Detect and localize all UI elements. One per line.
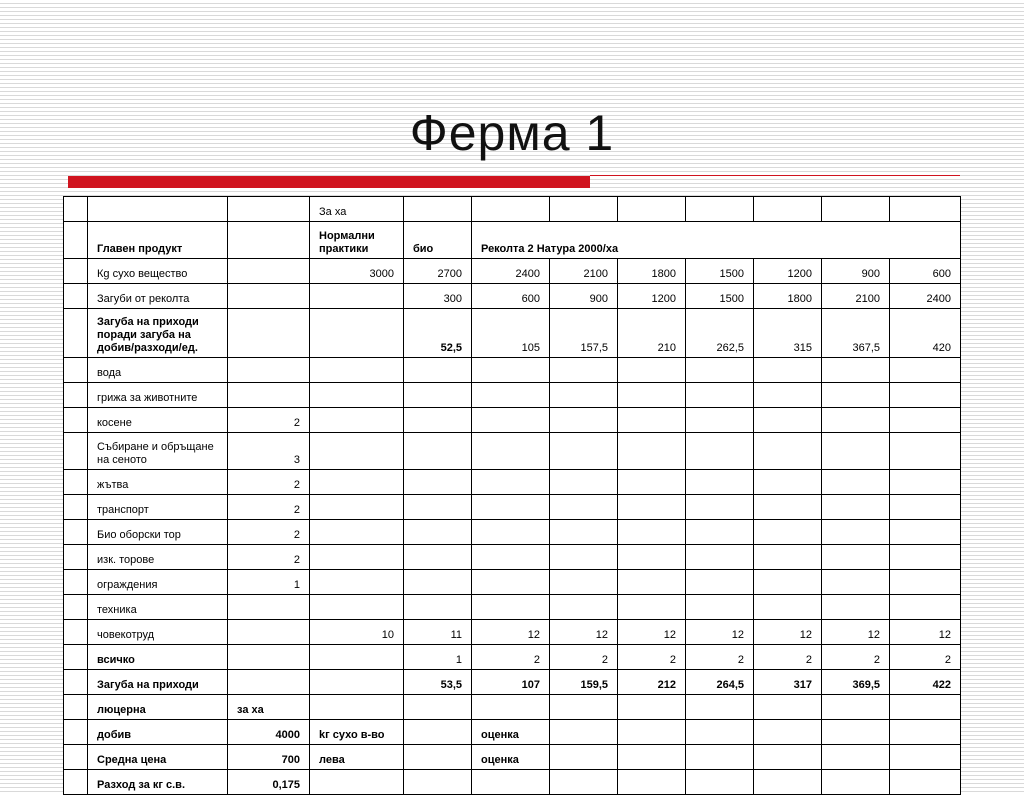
- table-cell: kг сухо в-во: [310, 720, 404, 745]
- table-cell: [686, 383, 754, 408]
- table-cell: [404, 520, 472, 545]
- table-cell: [618, 433, 686, 470]
- table-cell: [404, 595, 472, 620]
- table-cell: [472, 358, 550, 383]
- table-cell: 2: [472, 645, 550, 670]
- table-cell: [618, 695, 686, 720]
- table-cell: [550, 358, 618, 383]
- table-cell: 300: [404, 284, 472, 309]
- table-cell: [472, 470, 550, 495]
- table-cell: [890, 745, 961, 770]
- table-cell: 369,5: [822, 670, 890, 695]
- table-cell: 12: [472, 620, 550, 645]
- table-cell: [310, 645, 404, 670]
- table-cell: [228, 595, 310, 620]
- table-cell: [618, 720, 686, 745]
- table-cell: [64, 358, 88, 383]
- table-cell: [64, 745, 88, 770]
- table-cell: 262,5: [686, 309, 754, 358]
- table-cell: [550, 383, 618, 408]
- table-cell: 2: [228, 470, 310, 495]
- table-cell: [64, 620, 88, 645]
- table-cell: [404, 358, 472, 383]
- table-row: [64, 222, 961, 259]
- table-cell: [754, 770, 822, 795]
- table-cell: [618, 495, 686, 520]
- table-row: [64, 620, 961, 645]
- table-cell: [404, 383, 472, 408]
- table-cell: [822, 495, 890, 520]
- table-cell: [618, 358, 686, 383]
- table-cell: [550, 695, 618, 720]
- table-cell: 12: [822, 620, 890, 645]
- table-cell: [228, 620, 310, 645]
- table-cell: [310, 358, 404, 383]
- table-cell: [822, 520, 890, 545]
- table-cell: [310, 545, 404, 570]
- table-cell: [822, 383, 890, 408]
- table-row: [64, 695, 961, 720]
- table-cell: 2: [228, 545, 310, 570]
- table-cell: за ха: [228, 695, 310, 720]
- table-cell: 2: [686, 645, 754, 670]
- table-cell: [754, 358, 822, 383]
- table-cell: [890, 358, 961, 383]
- row-label-cell: косене: [88, 408, 228, 433]
- table-cell: [472, 495, 550, 520]
- table-cell: [550, 520, 618, 545]
- table-cell: [310, 433, 404, 470]
- row-label-cell: Загуба на приходи: [88, 670, 228, 695]
- table-cell: 2400: [890, 284, 961, 309]
- table-row: [64, 495, 961, 520]
- table-cell: [890, 595, 961, 620]
- table-cell: [618, 408, 686, 433]
- table-cell: [64, 720, 88, 745]
- table-cell: [686, 745, 754, 770]
- table-cell: 315: [754, 309, 822, 358]
- row-label-cell: жътва: [88, 470, 228, 495]
- table-cell: [550, 720, 618, 745]
- table-cell: [472, 695, 550, 720]
- table-cell: [686, 470, 754, 495]
- table-cell: [64, 595, 88, 620]
- table-cell: [64, 695, 88, 720]
- table-cell: [890, 197, 961, 222]
- table-cell: 2400: [472, 259, 550, 284]
- table-cell: [754, 570, 822, 595]
- table-cell: [472, 595, 550, 620]
- table-cell: 0,175: [228, 770, 310, 795]
- table-row: [64, 745, 961, 770]
- table-cell: [890, 520, 961, 545]
- table-cell: [754, 520, 822, 545]
- row-label-cell: Разход за кг с.в.: [88, 770, 228, 795]
- table-cell: 2: [550, 645, 618, 670]
- table-cell: [822, 570, 890, 595]
- table-row: [64, 383, 961, 408]
- table-cell: [686, 358, 754, 383]
- table-cell: 420: [890, 309, 961, 358]
- row-label-cell: добив: [88, 720, 228, 745]
- table-cell: [310, 470, 404, 495]
- table-cell: 10: [310, 620, 404, 645]
- table-cell: [686, 197, 754, 222]
- table-cell: [64, 520, 88, 545]
- table-cell: [754, 545, 822, 570]
- table-cell: 2: [618, 645, 686, 670]
- table-cell: [890, 770, 961, 795]
- table-cell: [310, 383, 404, 408]
- table-cell: [550, 495, 618, 520]
- table-cell: [550, 595, 618, 620]
- table-cell: [822, 197, 890, 222]
- table-cell: [686, 433, 754, 470]
- table-cell: 1200: [618, 284, 686, 309]
- row-label-cell: Загуби от реколта: [88, 284, 228, 309]
- row-label-cell: [88, 197, 228, 222]
- row-label-cell: всичко: [88, 645, 228, 670]
- table-cell: 600: [890, 259, 961, 284]
- table-cell: [228, 358, 310, 383]
- table-cell: 900: [550, 284, 618, 309]
- table-cell: 212: [618, 670, 686, 695]
- row-label-cell: Кg сухо вещество: [88, 259, 228, 284]
- table-cell: 2: [228, 520, 310, 545]
- table-cell: [404, 433, 472, 470]
- table-cell: [404, 695, 472, 720]
- table-cell: 367,5: [822, 309, 890, 358]
- table-cell: 12: [890, 620, 961, 645]
- table-cell: [754, 408, 822, 433]
- table-cell: [686, 520, 754, 545]
- table-cell: 105: [472, 309, 550, 358]
- table-cell: 210: [618, 309, 686, 358]
- table-cell: [550, 545, 618, 570]
- table-cell: [822, 595, 890, 620]
- table-cell: [64, 770, 88, 795]
- table-cell: [404, 408, 472, 433]
- table-row: [64, 670, 961, 695]
- table-cell: оценка: [472, 745, 550, 770]
- table-cell: [890, 408, 961, 433]
- table-cell: [822, 545, 890, 570]
- row-label-cell: транспорт: [88, 495, 228, 520]
- table-cell: [310, 595, 404, 620]
- table-row: [64, 520, 961, 545]
- table-cell: лева: [310, 745, 404, 770]
- table-cell: [64, 645, 88, 670]
- table-cell: [64, 284, 88, 309]
- table-cell: [64, 545, 88, 570]
- table-cell: [550, 470, 618, 495]
- table-cell: [890, 383, 961, 408]
- table-row: [64, 770, 961, 795]
- table-cell: [228, 197, 310, 222]
- table-cell: 1200: [754, 259, 822, 284]
- table-row: [64, 433, 961, 470]
- table-cell: [754, 695, 822, 720]
- table-row: [64, 259, 961, 284]
- table-cell: [64, 495, 88, 520]
- table-cell: [890, 495, 961, 520]
- table-row: [64, 408, 961, 433]
- table-cell: [404, 470, 472, 495]
- table-cell: [472, 197, 550, 222]
- table-cell: 422: [890, 670, 961, 695]
- table-cell: [686, 495, 754, 520]
- table-cell: [618, 470, 686, 495]
- table-cell: [404, 545, 472, 570]
- table-cell: [822, 358, 890, 383]
- table-cell: [228, 222, 310, 259]
- table-row: [64, 595, 961, 620]
- row-label-cell: Събиране и обръщане на сеното: [88, 433, 228, 470]
- row-label-cell: техника: [88, 595, 228, 620]
- table-cell: [822, 770, 890, 795]
- row-label-cell: Главен продукт: [88, 222, 228, 259]
- table-cell: [618, 770, 686, 795]
- table-cell: [310, 284, 404, 309]
- table-cell: [754, 745, 822, 770]
- table-cell: 3000: [310, 259, 404, 284]
- table-cell: 2: [890, 645, 961, 670]
- table-cell: 600: [472, 284, 550, 309]
- table-cell: [890, 695, 961, 720]
- table-cell: [822, 695, 890, 720]
- table-cell: [618, 545, 686, 570]
- table-cell: 2: [822, 645, 890, 670]
- slide-title: Ферма 1: [409, 105, 615, 161]
- table-cell: [64, 470, 88, 495]
- row-label-cell: грижа за животните: [88, 383, 228, 408]
- table-cell: Реколта 2 Натура 2000/ха: [472, 222, 961, 259]
- table-cell: 2: [228, 495, 310, 520]
- table-cell: 1: [404, 645, 472, 670]
- table-cell: 2100: [550, 259, 618, 284]
- table-cell: [310, 309, 404, 358]
- table-cell: 700: [228, 745, 310, 770]
- table-cell: [228, 670, 310, 695]
- table-cell: 2700: [404, 259, 472, 284]
- table-cell: [472, 433, 550, 470]
- table-cell: [310, 695, 404, 720]
- table-cell: 11: [404, 620, 472, 645]
- table-cell: Нормални практики: [310, 222, 404, 259]
- table-cell: [550, 570, 618, 595]
- table-cell: [472, 770, 550, 795]
- table-cell: [822, 720, 890, 745]
- table-cell: [754, 433, 822, 470]
- table-cell: [310, 520, 404, 545]
- row-label-cell: ограждения: [88, 570, 228, 595]
- table-cell: 157,5: [550, 309, 618, 358]
- table-cell: [618, 383, 686, 408]
- table-row: [64, 470, 961, 495]
- table-cell: [686, 408, 754, 433]
- table-cell: [890, 470, 961, 495]
- table-cell: [754, 383, 822, 408]
- row-label-cell: вода: [88, 358, 228, 383]
- table-cell: [822, 470, 890, 495]
- table-cell: [754, 595, 822, 620]
- row-label-cell: изк. торове: [88, 545, 228, 570]
- table-cell: [404, 770, 472, 795]
- table-cell: 900: [822, 259, 890, 284]
- table-cell: 4000: [228, 720, 310, 745]
- table-cell: [310, 770, 404, 795]
- table-cell: 12: [618, 620, 686, 645]
- table-cell: 1500: [686, 259, 754, 284]
- table-row: [64, 720, 961, 745]
- table-cell: [310, 495, 404, 520]
- table-cell: [228, 383, 310, 408]
- table-cell: [472, 570, 550, 595]
- table-cell: [64, 570, 88, 595]
- row-label-cell: Загуба на приходи поради загуба на добив/разходи/ед.: [88, 309, 228, 358]
- table-cell: [550, 745, 618, 770]
- table-cell: 1800: [618, 259, 686, 284]
- table-cell: [228, 259, 310, 284]
- table-cell: 2100: [822, 284, 890, 309]
- table-cell: 3: [228, 433, 310, 470]
- table-row: [64, 358, 961, 383]
- table-cell: [404, 197, 472, 222]
- table-cell: [64, 309, 88, 358]
- title-accent-bar: [68, 176, 590, 188]
- table-cell: [472, 408, 550, 433]
- table-cell: [686, 570, 754, 595]
- table-cell: [310, 670, 404, 695]
- table-cell: [618, 197, 686, 222]
- table-cell: био: [404, 222, 472, 259]
- table-cell: 53,5: [404, 670, 472, 695]
- table-cell: [404, 745, 472, 770]
- table-cell: [404, 720, 472, 745]
- table-cell: [686, 720, 754, 745]
- table-cell: [890, 570, 961, 595]
- table-cell: [64, 259, 88, 284]
- table-cell: 317: [754, 670, 822, 695]
- table-cell: [310, 408, 404, 433]
- table-cell: 12: [754, 620, 822, 645]
- table-cell: 1800: [754, 284, 822, 309]
- table-cell: 107: [472, 670, 550, 695]
- table-cell: [618, 745, 686, 770]
- table-cell: [550, 770, 618, 795]
- table-cell: [618, 595, 686, 620]
- table-cell: [228, 284, 310, 309]
- table-row: [64, 309, 961, 358]
- table-cell: [618, 570, 686, 595]
- title-accent-line: [590, 175, 960, 176]
- table-cell: 12: [550, 620, 618, 645]
- table-cell: [310, 570, 404, 595]
- table-cell: 264,5: [686, 670, 754, 695]
- table-cell: [550, 408, 618, 433]
- table-cell: [550, 433, 618, 470]
- table-cell: [686, 695, 754, 720]
- table-row: [64, 570, 961, 595]
- table-cell: 1: [228, 570, 310, 595]
- row-label-cell: Средна цена: [88, 745, 228, 770]
- table-cell: [64, 222, 88, 259]
- table-cell: 2: [228, 408, 310, 433]
- table-cell: За ха: [310, 197, 404, 222]
- table-cell: [64, 670, 88, 695]
- table-cell: [754, 720, 822, 745]
- table-cell: [404, 570, 472, 595]
- table-cell: [64, 197, 88, 222]
- table-row: [64, 545, 961, 570]
- table-cell: [64, 408, 88, 433]
- table-cell: [228, 309, 310, 358]
- table-cell: 52,5: [404, 309, 472, 358]
- table-cell: [890, 720, 961, 745]
- table-row: [64, 645, 961, 670]
- table-cell: [822, 408, 890, 433]
- table-cell: [472, 545, 550, 570]
- table-cell: [404, 495, 472, 520]
- table-cell: [822, 745, 890, 770]
- row-label-cell: човекотруд: [88, 620, 228, 645]
- table-cell: [890, 545, 961, 570]
- table-cell: 159,5: [550, 670, 618, 695]
- table-row: [64, 197, 961, 222]
- table-cell: [64, 383, 88, 408]
- table-cell: [472, 520, 550, 545]
- table-cell: [618, 520, 686, 545]
- table-cell: [890, 433, 961, 470]
- table-cell: [822, 433, 890, 470]
- table-cell: [686, 595, 754, 620]
- row-label-cell: Био оборски тор: [88, 520, 228, 545]
- table-cell: [686, 545, 754, 570]
- table-cell: 12: [686, 620, 754, 645]
- row-label-cell: люцерна: [88, 695, 228, 720]
- table-cell: [754, 495, 822, 520]
- table-cell: [686, 770, 754, 795]
- table-cell: [228, 645, 310, 670]
- table-cell: [550, 197, 618, 222]
- table-cell: [754, 197, 822, 222]
- table-cell: [64, 433, 88, 470]
- table-cell: оценка: [472, 720, 550, 745]
- farm-data-table: [63, 196, 961, 795]
- table-cell: [754, 470, 822, 495]
- table-cell: 2: [754, 645, 822, 670]
- table-cell: [472, 383, 550, 408]
- table-cell: 1500: [686, 284, 754, 309]
- table-row: [64, 284, 961, 309]
